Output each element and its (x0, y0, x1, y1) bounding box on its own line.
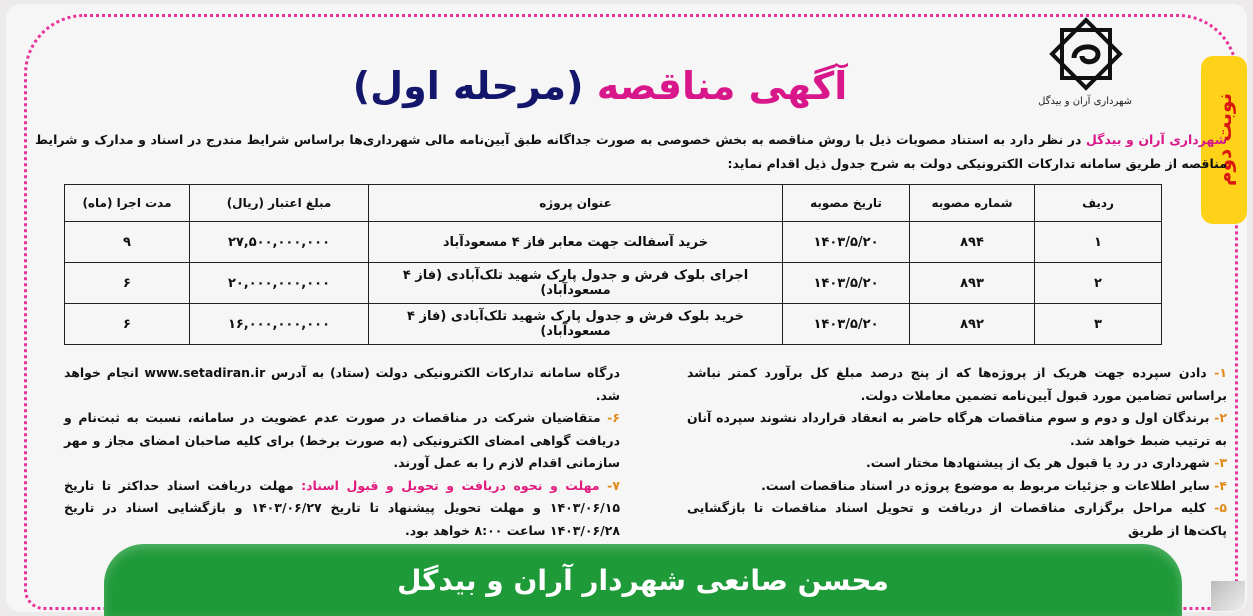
cell-project-title: خرید آسفالت جهت معابر فاز ۴ مسعودآباد (369, 222, 783, 263)
cell-approval-number: ۸۹۴ (910, 222, 1035, 263)
cell-duration: ۶ (65, 263, 190, 304)
condition-item (687, 407, 1227, 452)
cell-approval-date: ۱۴۰۳/۵/۲۰ (783, 222, 910, 263)
header-project-title: عنوان پروژه (369, 185, 783, 222)
condition-number: ۷- (599, 477, 620, 493)
condition-number: ۵- (1205, 500, 1227, 515)
header-approval-number: شماره مصوبه (910, 185, 1035, 222)
round-badge-label: نوبت دوم (1212, 93, 1236, 187)
condition-text: مهلت دریافت اسناد حداکثر تا تاریخ ۱۴۰۳/۰۶/۱۵ و مهلت تحویل پیشنهاد تا تاریخ ۱۴۰۳/۰۶/۲۷ و بازگشایی اسناد در تاریخ ۱۴۰۳/۰۶/۲۸ ساعت ۸:۰۰ خواهد بود. (64, 477, 620, 538)
condition-text: کلیه مراحل برگزاری مناقصات از دریافت و تحویل اسناد مناقصات تا بازگشایی پاکت‌ها از طریق (687, 500, 1227, 538)
header-duration: مدت اجرا (ماه) (65, 185, 190, 222)
condition-continuation (64, 362, 620, 407)
condition-text: سایر اطلاعات و جزئیات مربوط به موضوع پروژه در اسناد مناقصات است. (761, 477, 1210, 493)
logo-caption: شهرداری آران و بیدگل (1038, 96, 1132, 107)
condition-number: ۴- (1209, 477, 1227, 493)
page-curl-decoration (1211, 581, 1245, 611)
title-stage: (مرحله اول) (352, 64, 584, 108)
condition-number: ۳- (1209, 455, 1227, 470)
tender-table (64, 184, 1162, 345)
condition-item (64, 475, 620, 543)
cell-approval-number: ۸۹۲ (910, 304, 1035, 345)
cell-approval-date: ۱۴۰۳/۵/۲۰ (783, 263, 910, 304)
cell-credit-amount: ۲۰,۰۰۰,۰۰۰,۰۰۰ (190, 263, 369, 304)
intro-org: شهرداری آران و بیدگل (1085, 132, 1228, 147)
condition-item (687, 362, 1227, 407)
cell-project-title: اجرای بلوک فرش و جدول پارک شهید تلک‌آبادی (فاز ۴ مسعودآباد) (369, 263, 783, 304)
portal-text: درگاه سامانه تدارکات الکترونیکی دولت (ستاد) به آدرس (265, 365, 620, 380)
header-approval-date: تاریخ مصوبه (783, 185, 910, 222)
header-credit-amount: مبلغ اعتبار (ریال) (190, 185, 369, 222)
condition-number: ۶- (600, 410, 620, 425)
title-phrase: آگهی مناقصه (596, 64, 848, 108)
condition-text: متقاضیان شرکت در مناقصات در صورت عدم عضویت در سامانه، نسبت به ثبت‌نام و دریافت گواهی امضای الکترونیکی (به صورت برخط) برای کلیه صاحبان امضای مجاز و مهر سازمانی اقدام لازم را به عمل آورند. (64, 410, 620, 470)
condition-text: برندگان اول و دوم و سوم مناقصات هرگاه حاضر به انعقاد قرارداد نشوند سپرده آنان به ترتیب ضبط خواهد شد. (687, 410, 1227, 448)
conditions-right-column (687, 362, 1227, 542)
table-header-row (65, 185, 1162, 222)
cell-approval-date: ۱۴۰۳/۵/۲۰ (783, 304, 910, 345)
table-row (65, 263, 1162, 304)
condition-number: ۲- (1209, 410, 1227, 425)
intro-text: در نظر دارد به استناد مصوبات ذیل با روش مناقصه به بخش خصوصی به صورت جداگانه طبق آیین‌نامه مالی شهرداری‌ها براساس شرایط مندرج در اسناد و مدارک و شرایط مناقصه از طریق سامانه تدارکات الکترونیکی دولت به شرح جدول ذیل اقدام نماید: (35, 132, 1227, 171)
header-row-number: ردیف (1035, 185, 1162, 222)
cell-approval-number: ۸۹۳ (910, 263, 1035, 304)
condition-number: ۱- (1206, 365, 1227, 380)
intro-paragraph (35, 128, 1227, 176)
cell-row-number: ۳ (1035, 304, 1162, 345)
cell-row-number: ۱ (1035, 222, 1162, 263)
condition-item (687, 475, 1227, 498)
cell-duration: ۹ (65, 222, 190, 263)
portal-url-link[interactable]: www.setadiran.ir (144, 365, 266, 380)
conditions-left-column (64, 362, 620, 542)
notice-title (0, 64, 1200, 108)
table-row (65, 222, 1162, 263)
cell-credit-amount: ۲۷,۵۰۰,۰۰۰,۰۰۰ (190, 222, 369, 263)
cell-project-title: خرید بلوک فرش و جدول پارک شهید تلک‌آبادی (فاز ۴ مسعودآباد) (369, 304, 783, 345)
condition-text: دادن سپرده جهت هریک از پروژه‌ها که از پنج درصد مبلغ کل برآورد کمتر نباشد براساس تضامین مورد قبول آیین‌نامه تضمین معاملات دولت. (687, 365, 1227, 403)
condition-item (687, 497, 1227, 542)
condition-item (64, 407, 620, 475)
condition-item (687, 452, 1227, 475)
mayor-banner (104, 544, 1182, 616)
condition-text: شهرداری در رد یا قبول هر یک از پیشنهادها مختار است. (865, 455, 1210, 470)
mayor-signature-text: محسن صانعی شهردار آران و بیدگل (397, 563, 889, 597)
cell-duration: ۶ (65, 304, 190, 345)
table-row (65, 304, 1162, 345)
portal-text-end: انجام خواهد شد. (64, 365, 620, 403)
cell-credit-amount: ۱۶,۰۰۰,۰۰۰,۰۰۰ (190, 304, 369, 345)
deadline-label: مهلت و نحوه دریافت و تحویل و قبول اسناد: (301, 477, 600, 493)
cell-row-number: ۲ (1035, 263, 1162, 304)
